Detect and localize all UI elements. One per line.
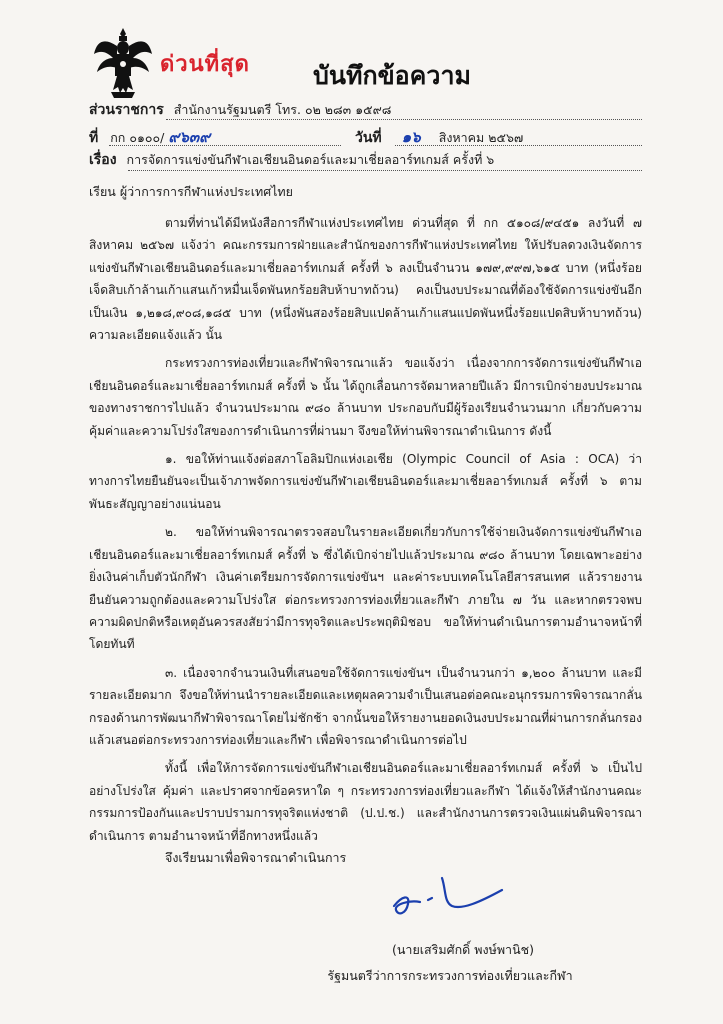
reference-handwritten-number: ๙๖๓๙: [168, 128, 211, 146]
reference-value: กก ๐๑๐๐/: [110, 130, 165, 145]
subject-underline: [128, 170, 642, 171]
agency-underline: [166, 119, 642, 120]
signatory-name: (นายเสริมศักดิ์ พงษ์พานิช): [392, 942, 534, 957]
body-paragraph-1: ตามที่ท่านได้มีหนังสือการกีฬาแห่งประเทศไทย ด่วนที่สุด ที่ กก ๕๑๐๘/๙๔๕๑ ลงวันที่ ๗ สิงหาคม ๒๕๖๗ แจ้งว่า คณะกรรมการฝ่ายและสำนักของการกีฬาแห่งประเทศไทย ให้ปรับลดวงเงินจัดการแข่งขันกีฬาเอเชียนอินดอร์และมาเชี่ยลอาร์ทเกมส์ ครั้งที่ ๖ ลงเป็นจำนวน ๑๗๙,๙๙๗,๖๑๕ บาท (หนึ่งร้อยเจ็ดสิบเก้าล้านเก้าแสนเก้าหมื่นเจ็ดพันหกร้อยสิบห้าบาทถ้วน) คงเป็นงบประมาณที่ต้องใช้จัดการแข่งขันอีกเป็นเงิน ๑,๒๑๘,๙๐๘,๑๘๕ บาท (หนึ่งพันสองร้อยสิบแปดล้านเก้าแสนแปดพันหนึ่งร้อยแปดสิบห้าบาทถ้วน) ความละเอียดแจ้งแล้ว นั้น: [89, 216, 642, 343]
date-value: สิงหาคม ๒๕๖๗: [438, 130, 524, 145]
agency-row: [89, 99, 391, 121]
agency-value: สำนักงานรัฐมนตรี โทร. ๐๒ ๒๘๓ ๑๕๙๘: [173, 102, 392, 117]
handwritten-signature: [380, 866, 520, 926]
body-paragraph-closing: ทั้งนี้ เพื่อให้การจัดการแข่งขันกีฬาเอเชียนอินดอร์และมาเชี่ยลอาร์ทเกมส์ ครั้งที่ ๖ เป็นไปอย่างโปร่งใส คุ้มค่า และปราศจากข้อครหาใด ๆ กระทรวงการท่องเที่ยวและกีฬา ได้แจ้งให้สำนักงานคณะกรรมการป้องกันและปราบปรามการทุจริตแห่งชาติ (ป.ป.ช.) และสำนักงานการตรวจเงินแผ่นดินพิจารณาดำเนินการ ตามอำนาจหน้าที่อีกทางหนึ่งแล้ว: [89, 761, 642, 843]
garuda-emblem-icon: [93, 24, 153, 102]
body-item-2: ๒. ขอให้ท่านพิจารณาตรวจสอบในรายละเอียดเกี่ยวกับการใช้จ่ายเงินจัดการแข่งขันกีฬาเอเชียนอินดอร์และมาเชี่ยลอาร์ทเกมส์ ครั้งที่ ๖ ซึ่งได้เบิกจ่ายไปแล้วประมาณ ๙๘๐ ล้านบาท โดยเฉพาะอย่างยิ่งเงินค่าเก็บตัวนักกีฬา เงินค่าเตรียมการจัดการแข่งขันฯ และค่าระบบเทคโนโลยีสารสนเทศ แล้วรายงานยืนยันความถูกต้องและความโปร่งใส ต่อกระทรวงการท่องเที่ยวและกีฬา ภายใน ๗ วัน และหากตรวจพบความผิดปกติหรือเหตุอันควรสงสัยว่ามีการทุจริตและประพฤติมิชอบ ขอให้ท่านดำเนินการตามอำนาจหน้าที่โดยทันที: [89, 525, 642, 652]
subject-value: การจัดการแข่งขันกีฬาเอเชียนอินดอร์และมาเชี่ยลอาร์ทเกมส์ ครั้งที่ ๖: [126, 152, 495, 167]
signatory-position: รัฐมนตรีว่าการกระทรวงการท่องเที่ยวและกีฬา: [327, 968, 573, 983]
date-handwritten-day: ๑๖: [401, 128, 421, 146]
urgency-stamp: ด่วนที่สุด: [160, 52, 250, 77]
body-paragraph-2: กระทรวงการท่องเที่ยวและกีฬาพิจารณาแล้ว ขอแจ้งว่า เนื่องจากการจัดการแข่งขันกีฬาเอเชียนอินดอร์และมาเชี่ยลอาร์ทเกมส์ ครั้งที่ ๖ นั้น ได้ถูกเลื่อนการจัดมาหลายปีแล้ว มีการเบิกจ่ายงบประมาณของทางราชการไปแล้ว จำนวนประมาณ ๙๘๐ ล้านบาท ประกอบกับมีผู้ร้องเรียนจำนวนมาก เกี่ยวกับความคุ้มค่าและความโปร่งใสของการดำเนินการที่ผ่านมา จึงขอให้ท่านพิจารณาดำเนินการ ดังนี้: [89, 356, 642, 438]
subject-row: [89, 149, 494, 171]
salutation: เรียน ผู้ว่าการการกีฬาแห่งประเทศไทย: [89, 184, 293, 199]
document-type-title: บันทึกข้อความ: [313, 61, 471, 90]
date-underline: [395, 145, 642, 146]
body-item-1: ๑. ขอให้ท่านแจ้งต่อสภาโอลิมปิกแห่งเอเชีย (Olympic Council of Asia : OCA) ว่า ทางการไทยยืนยันจะเป็นเจ้าภาพจัดการแข่งขันกีฬาเอเชียนอินดอร์และมาเชี่ยลอาร์ทเกมส์ ครั้งที่ ๖ ตามพันธะสัญญาอย่างแน่นอน: [89, 452, 642, 511]
reference-label: ที่: [89, 130, 99, 146]
memo-body: [89, 212, 642, 853]
date-label: วันที่: [355, 130, 382, 146]
closing-line: จึงเรียนมาเพื่อพิจารณาดำเนินการ: [165, 850, 347, 865]
body-item-3: ๓. เนื่องจากจำนวนเงินที่เสนอขอใช้จัดการแข่งขันฯ เป็นจำนวนกว่า ๑,๒๐๐ ล้านบาท และมีรายละเอียดมาก จึงขอให้ท่านนำรายละเอียดและเหตุผลความจำเป็นเสนอต่อคณะอนุกรรมการพิจารณากลั่นกรองด้านการพัฒนากีฬาพิจารณาโดยไม่ชักช้า จากนั้นขอให้รายงานยอดเงินงบประมาณที่ผ่านการกลั่นกรองแล้วเสนอต่อกระทรวงการท่องเที่ยวและกีฬา เพื่อพิจารณาดำเนินการต่อไป: [89, 665, 642, 747]
reference-underline: [109, 145, 341, 146]
agency-label: ส่วนราชการ: [89, 102, 164, 118]
subject-label: เรื่อง: [89, 152, 117, 168]
